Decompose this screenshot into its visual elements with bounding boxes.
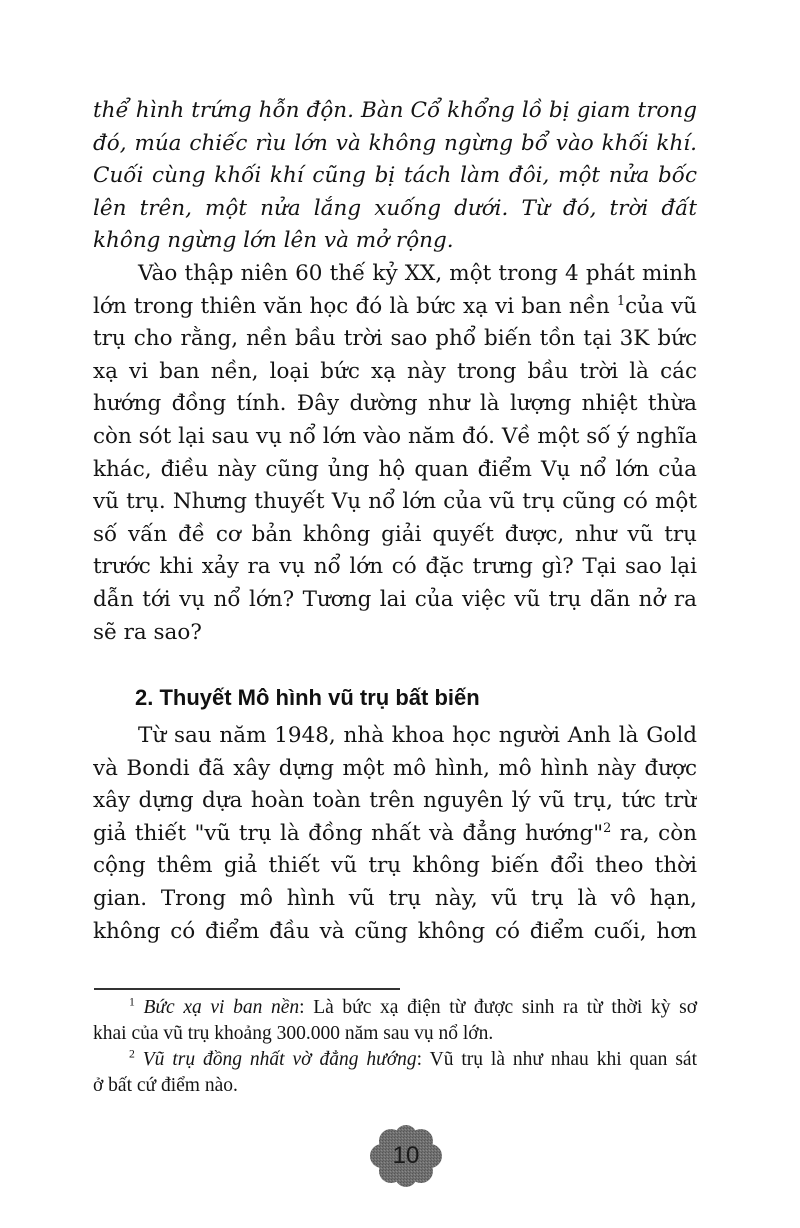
intro-italic-paragraph [93,95,697,258]
text-line-with-footnote-ref [93,818,697,851]
text-line-with-footnote-ref [93,291,697,324]
text-line: thể hình trứng hỗn độn. Bàn Cổ khổng lồ bị giam trong [93,98,697,123]
footnote-text: : Là bức xạ điện từ được sinh ra từ thời kỳ sơ [299,997,698,1018]
text-line: hướng đồng tính. Đây dường như là lượng nhiệt thừa [93,391,697,417]
footnote-marker: 2 [129,1047,135,1061]
text-line: gian. Trong mô hình vũ trụ này, vũ trụ là vô hạn, [93,885,697,911]
text-line: số vấn đề cơ bản không giải quyết được, như vũ trụ [93,521,697,547]
text-line: còn sót lại sau vụ nổ lớn vào năm đó. Về một số ý nghĩa [93,423,697,449]
text-line: lên trên, một nửa lắng xuống dưới. Từ đó, trời đất [93,195,697,221]
footnote-text: : Vũ trụ là như nhau khi quan sát [416,1049,698,1070]
footnote-2-continued: ở bất cứ điểm nào. [93,1075,238,1096]
text-line: và Bondi đã xây dựng một mô hình, mô hình này được [93,755,697,781]
text-line: không ngừng lớn lên và mở rộng. [93,228,454,254]
text-fragment: ra, còn [611,820,697,846]
text-fragment: giả thiết "vũ trụ là đồng nhất và đẳng hướng" [93,820,604,846]
footnote-divider [94,988,400,990]
text-line: xạ vi ban nền, loại bức xạ này trong bầu trời là các [93,358,697,384]
page-number: 10 [392,1142,420,1169]
footnotes [93,995,697,1099]
paragraph-1 [93,258,697,649]
text-line: sẽ ra sao? [93,619,202,645]
text-line: đó, múa chiếc rìu lớn và không ngừng bổ vào khối khí. [93,130,697,156]
text-line: vũ trụ. Nhưng thuyết Vụ nổ lớn của vũ trụ cũng có một [93,489,697,515]
section-heading: 2. Thuyết Mô hình vũ trụ bất biến [135,685,480,710]
text-line: xây dựng dựa hoàn toàn trên nguyên lý vũ trụ, tức trừ [93,788,697,814]
text-line: Vào thập niên 60 thế kỷ XX, một trong 4 phát minh [138,261,697,286]
text-line: trước khi xảy ra vụ nổ lớn có đặc trưng gì? Tại sao lại [93,554,697,580]
text-line: cộng thêm giả thiết vũ trụ không biến đổi theo thời [93,853,697,879]
footnote-2 [93,1047,697,1073]
page-number-badge [364,1125,448,1187]
footnote-term: Vũ trụ đồng nhất vờ đẳng hướng [142,1049,417,1070]
footnote-ref-2[interactable]: 2 [603,820,612,836]
paragraph-2 [93,720,697,948]
footnote-1-continued: khai của vũ trụ khoảng 300.000 năm sau vụ nổ lớn. [93,1023,494,1044]
text-line: không có điểm đầu và cũng không có điểm cuối, hơn [93,918,697,944]
footnote-1 [93,995,697,1021]
text-line: Cuối cùng khối khí cũng bị tách làm đôi, một nửa bốc [93,163,697,189]
text-line: dẫn tới vụ nổ lớn? Tương lai của việc vũ trụ dãn nở ra [93,586,697,612]
text-line: Từ sau năm 1948, nhà khoa học người Anh là Gold [138,723,697,748]
text-fragment: lớn trong thiên văn học đó là bức xạ vi ban nền [93,293,617,319]
text-fragment: của vũ [625,293,697,319]
footnote-term: Bức xạ vi ban nền [143,997,300,1018]
footnote-marker: 1 [129,995,135,1009]
text-line: trụ cho rằng, nền bầu trời sao phổ biến tồn tại 3K bức [93,326,697,352]
text-line: khác, điều này cũng ủng hộ quan điểm Vụ nổ lớn của [93,456,697,482]
footnote-ref-1[interactable]: 1 [616,293,626,309]
